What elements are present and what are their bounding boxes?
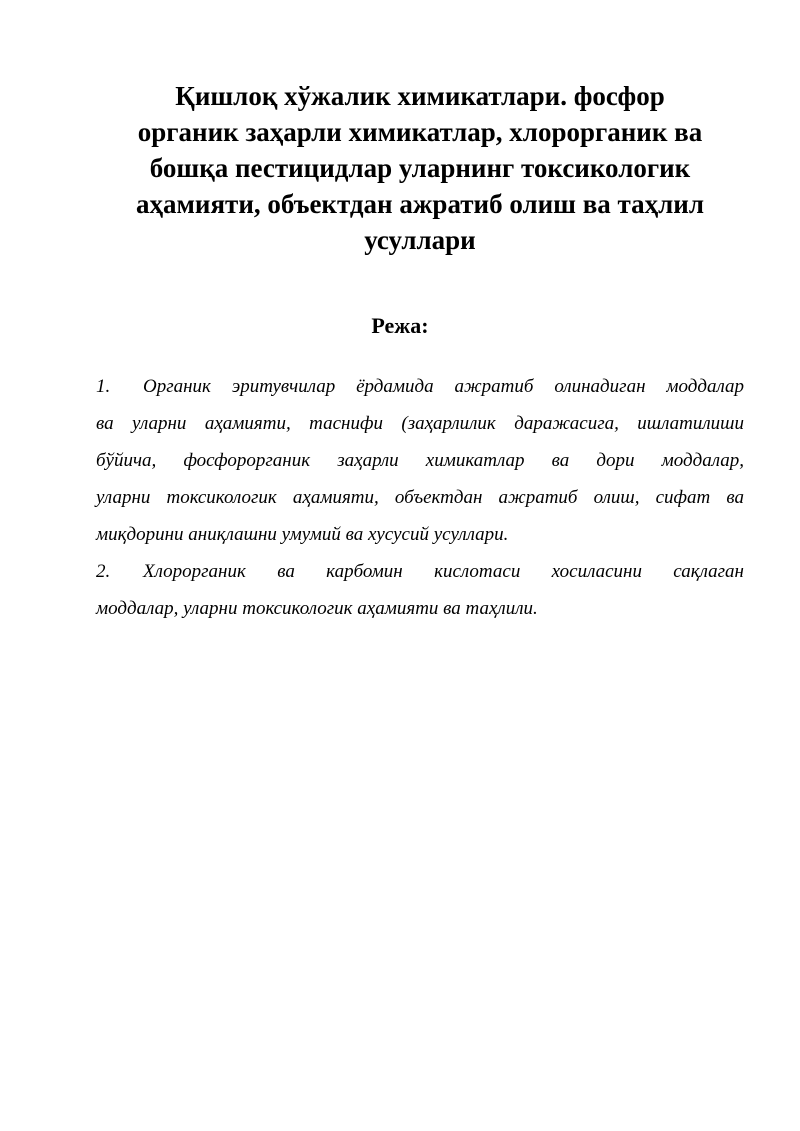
plan-item-line <box>96 553 744 590</box>
plan-item-line: моддалар, уларни токсикологик аҳамияти ва таҳлили. <box>96 598 538 619</box>
title-line: аҳамияти, объектдан ажратиб олиш ва таҳлил <box>136 189 704 219</box>
title-line: усуллари <box>364 225 476 255</box>
plan-item-text: Хлорорганик ва карбомин кислотаси хосиласини сақлаган <box>143 561 744 582</box>
plan-item-number: 2. <box>96 561 111 582</box>
title-line: бошқа пестицидлар уларнинг токсикологик <box>149 153 691 183</box>
plan-item-line: бўйича, фосфорорганик заҳарли химикатлар ва дори моддалар, <box>96 450 744 471</box>
plan-item-line: ва уларни аҳамияти, таснифи (заҳарлилик даражасига, ишлатилиши <box>96 413 744 434</box>
document-title <box>90 78 750 258</box>
title-line: органик заҳарли химикатлар, хлорорганик ва <box>137 117 703 147</box>
plan-item-line: уларни токсикологик аҳамияти, объектдан ажратиб олиш, сифат ва <box>96 487 744 508</box>
plan-item-line: миқдорини аниқлашни умумий ва хусусий усуллари. <box>96 524 509 545</box>
title-line: Қишлоқ хўжалик химикатлари. фосфор <box>175 81 665 111</box>
plan-item-line <box>96 368 744 405</box>
plan-item-number: 1. <box>96 376 111 397</box>
plan-item-1 <box>96 368 744 553</box>
plan-item-text: Органик эритувчилар ёрдамида ажратиб олинадиган моддалар <box>143 376 744 397</box>
plan-item-2 <box>96 553 744 627</box>
plan-list <box>96 368 744 627</box>
plan-heading: Режа: <box>371 313 429 338</box>
